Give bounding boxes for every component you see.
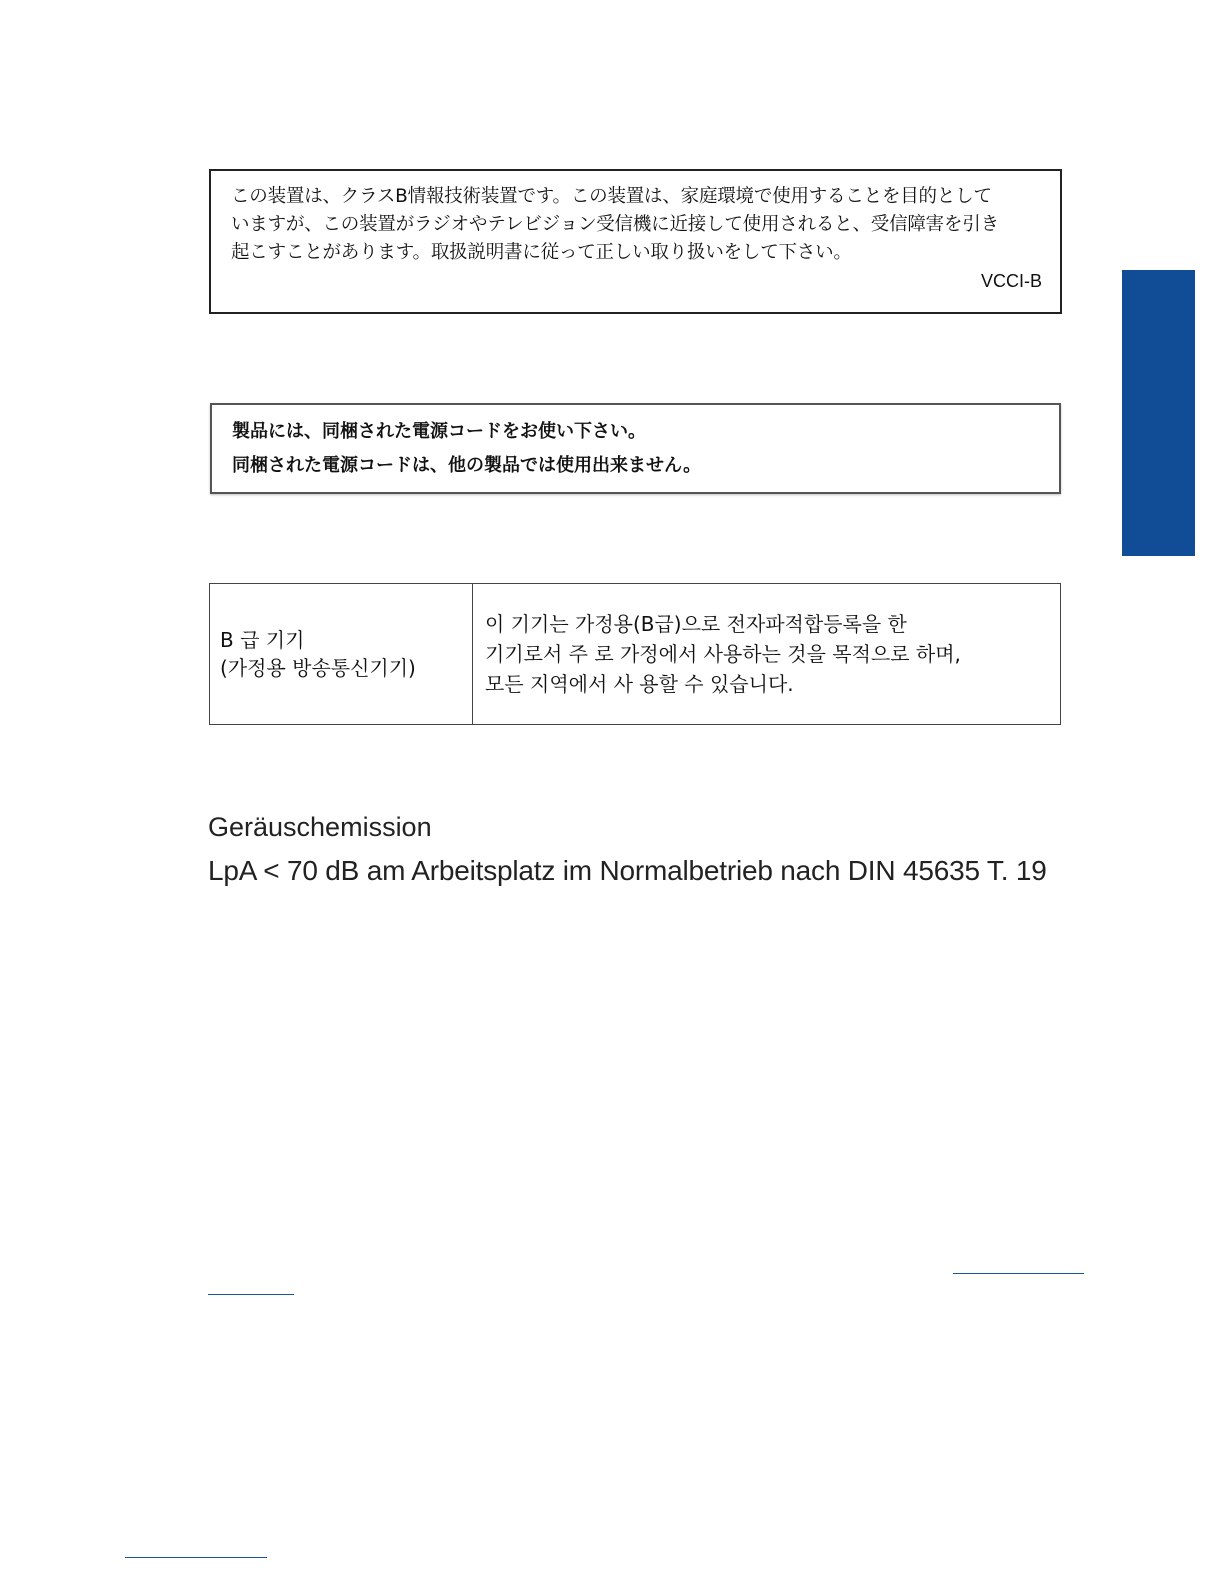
footer-link-underline[interactable] (125, 1557, 267, 1558)
korea-statement-line: 이 기기는 가정용(B급)으로 전자파적합등록을 한 (485, 612, 907, 636)
korea-class-sublabel: (가정용 방송통신기기) (220, 656, 416, 680)
power-cord-notice-box (210, 403, 1061, 494)
korea-class-cell (210, 584, 473, 725)
vcci-notice-line: いますが、この装置がラジオやテレビジョン受信機に近接して使用されると、受信障害を引き (231, 214, 999, 235)
korea-statement-line: 모든 지역에서 사 용할 수 있습니다. (485, 672, 794, 696)
korea-statement-line: 기기로서 주 로 가정에서 사용하는 것을 목적으로 하며, (485, 642, 961, 666)
korea-statement-cell (473, 584, 1061, 725)
vcci-class-label: VCCI-B (980, 271, 1042, 291)
korea-class-label: B 급 기기 (220, 628, 305, 652)
noise-emission-title: Geräuschemission (208, 812, 432, 842)
link-underline[interactable] (953, 1273, 1084, 1274)
korea-emc-notice-table (209, 583, 1061, 725)
vcci-notice-line: 起こすことがあります。取扱説明書に従って正しい取り扱いをして下さい。 (231, 242, 852, 263)
chapter-side-tab (1122, 270, 1195, 556)
noise-emission-text: LpA < 70 dB am Arbeitsplatz im Normalbetrieb nach DIN 45635 T. 19 (208, 855, 1047, 886)
korea-emc-notice-row (210, 584, 1061, 725)
vcci-notice-line: この装置は、クラスB情報技術装置です。この装置は、家庭環境で使用することを目的として (231, 186, 992, 207)
link-underline[interactable] (208, 1294, 294, 1295)
power-cord-notice-line: 同梱された電源コードは、他の製品では使用出来ません。 (232, 455, 702, 476)
vcci-notice-box (209, 169, 1062, 314)
power-cord-notice-line: 製品には、同梱された電源コードをお使い下さい。 (232, 421, 646, 442)
